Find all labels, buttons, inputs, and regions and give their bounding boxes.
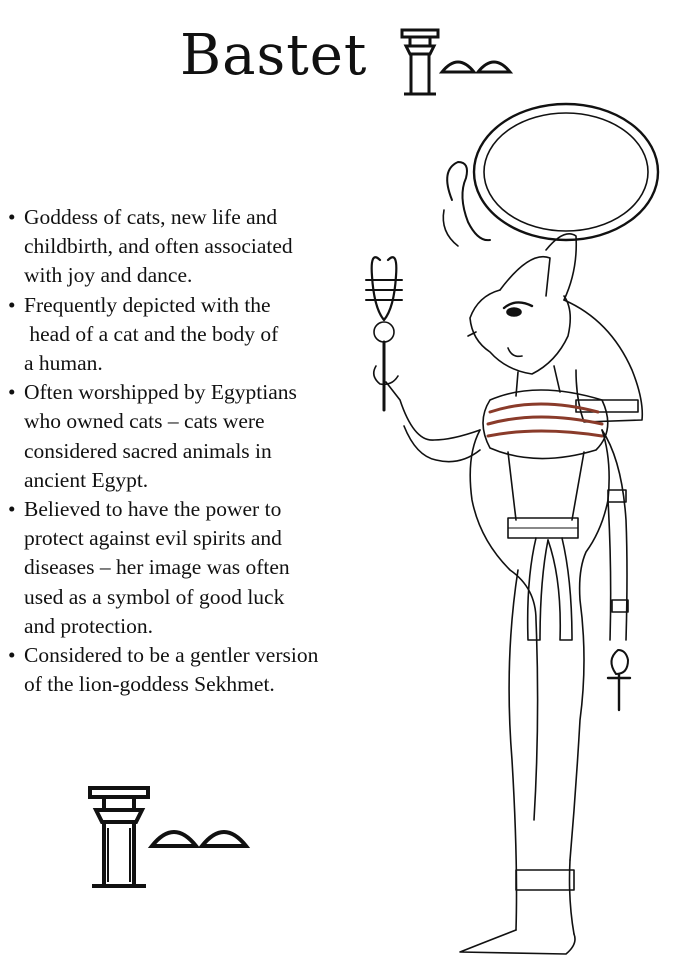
bastet-figure-illustration [340,100,680,960]
fact-line: childbirth, and often associated [24,234,293,259]
fact-line: a human. [24,351,103,376]
fact-line: Goddess of cats, new life and [24,205,278,229]
fact-line: protect against evil spirits and [24,526,282,551]
cat-ear-left [500,257,550,296]
fact-line: used as a symbol of good luck [24,584,285,609]
fact-line: head of a cat and the body of [24,321,279,346]
facts-list [8,203,368,699]
bullet: • [8,497,16,522]
fact-line: Often worshipped by Egyptians [24,380,297,405]
raised-arm [386,382,480,440]
lower-arm [602,430,627,640]
fact-line: and protection. [24,613,153,638]
fact-line: diseases – her image was often [24,555,290,580]
fact-line: considered sacred animals in [24,438,272,463]
list-item [8,291,368,379]
list-item [8,378,368,495]
ankh [611,650,628,674]
sistrum [372,257,397,320]
feet [460,930,575,954]
header [0,18,700,98]
bullet: • [8,380,16,405]
fact-line: of the lion-goddess Sekhmet. [24,672,275,697]
bullet: • [8,205,16,229]
list-item [8,495,368,641]
fact-line: Believed to have the power to [24,497,282,522]
fact-line: Considered to be a gentler version [24,643,319,668]
bullet: • [8,292,16,317]
list-item [8,203,368,291]
fact-line: Frequently depicted with the [24,292,271,317]
bullet: • [8,643,16,668]
sash [528,538,548,640]
fact-line: with joy and dance. [24,263,193,288]
fact-line: ancient Egypt. [24,467,149,492]
fact-line: who owned cats – cats were [24,409,265,434]
sun-disk [474,104,658,240]
bastet-hieroglyph-icon [398,28,518,98]
cat-ear-right [546,234,576,300]
list-item [8,641,368,699]
page-title: Bastet [180,23,368,88]
bastet-hieroglyph-large-icon [86,784,266,894]
